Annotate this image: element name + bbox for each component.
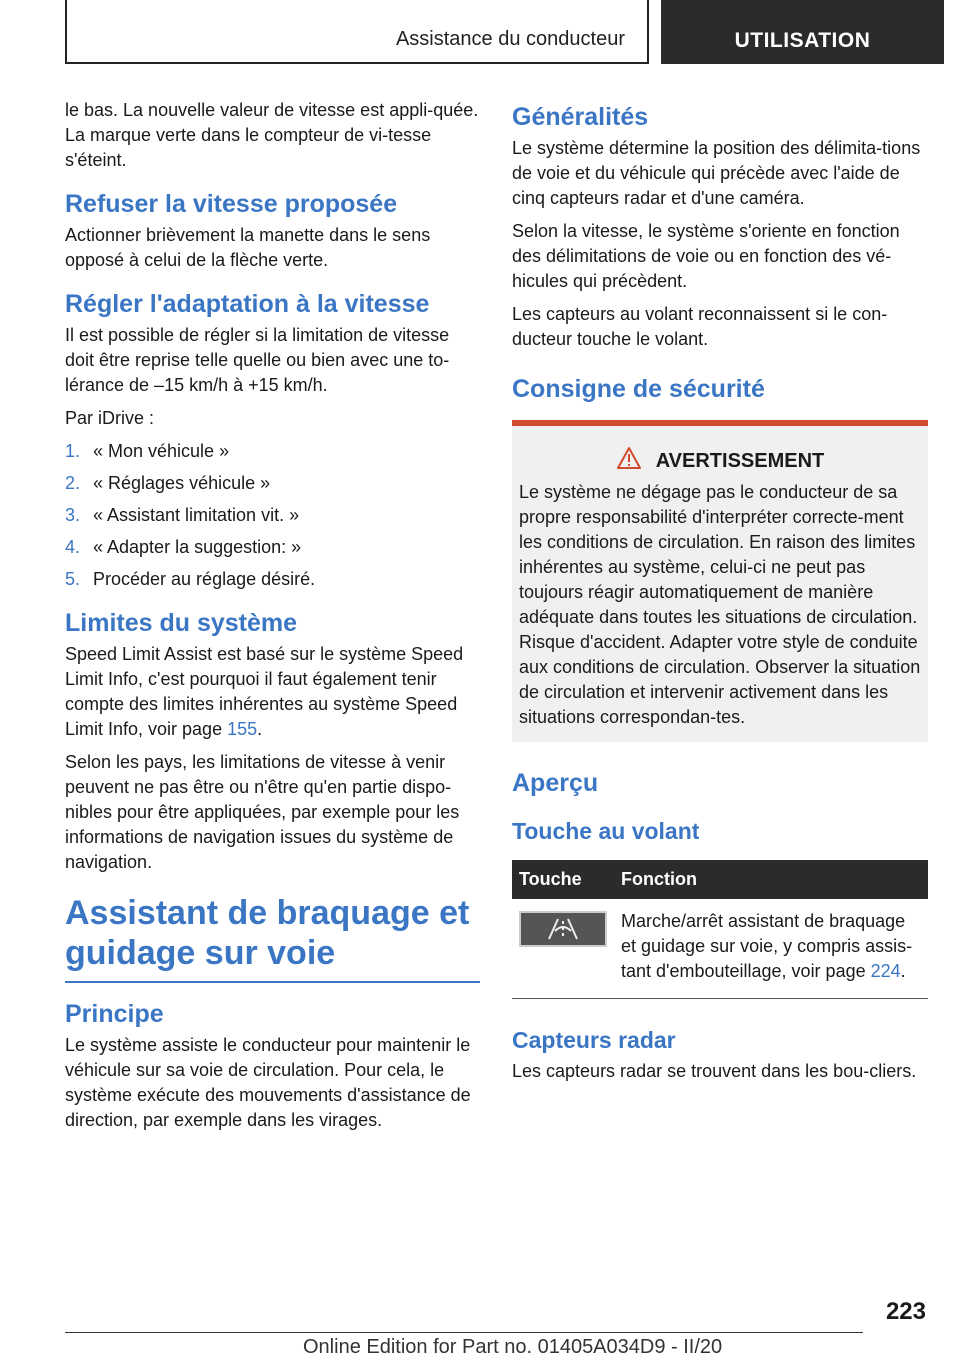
list-item: 5. Procéder au réglage désiré. xyxy=(65,569,316,589)
warning-box xyxy=(512,420,928,742)
capteurs-paragraph: Les capteurs radar se trouvent dans les bou-cliers. xyxy=(512,1061,917,1081)
heading-touche-volant: Touche au volant xyxy=(512,818,700,844)
idrive-steps xyxy=(65,439,480,592)
list-item: 1. « Mon véhicule » xyxy=(65,441,230,461)
footer-edition: Online Edition for Part no. 01405A034D9 - II/20 xyxy=(303,1336,723,1358)
list-item: 3. « Assistant limitation vit. » xyxy=(65,505,300,525)
list-item: 2. « Réglages véhicule » xyxy=(65,473,271,493)
generalites-paragraph-3: Les capteurs au volant reconnaissent si le con-ducteur touche le volant. xyxy=(512,304,888,349)
heading-limites: Limites du système xyxy=(65,609,298,637)
lane-assist-icon xyxy=(519,911,607,947)
heading-consigne: Consigne de sécurité xyxy=(512,375,765,403)
warning-title: AVERTISSEMENT xyxy=(655,449,825,472)
heading-capteurs-radar: Capteurs radar xyxy=(512,1027,676,1053)
principe-paragraph: Le système assiste le conducteur pour maintenir le véhicule sur sa voie de circulation. Pour cela, le système exécute des mouvements d'assistance de direction, par exemple dans les virages. xyxy=(65,1035,471,1130)
regler-paragraph: Il est possible de régler si la limitation de vitesse doit être reprise telle quelle ou bien avec une to-lérance de –15 km/h à +15 km/h. xyxy=(65,325,450,395)
intro-paragraph: le bas. La nouvelle valeur de vitesse est appli-quée. La marque verte dans le compteur de vi-tesse s'éteint. xyxy=(65,100,479,170)
idrive-paragraph: Par iDrive : xyxy=(65,408,155,428)
list-item: 4. « Adapter la suggestion: » xyxy=(65,537,302,557)
heading-apercu: Aperçu xyxy=(512,769,599,797)
warning-triangle-icon xyxy=(616,446,642,476)
left-column xyxy=(65,98,480,1141)
generalites-paragraph-2: Selon la vitesse, le système s'oriente en fonction des délimitations de voie ou en fonction des vé-hicules qui précèdent. xyxy=(512,221,900,291)
warning-text: Le système ne dégage pas le conducteur de sa propre responsabilité d'interpréter correcte-ment les conditions de circulation. En raison des limites inhérentes au système, celui-ci ne peut pas toujours réagir automatiquement de manière adéquate dans toutes les situations de circulation. Risque d'accident. Adapter votre style de conduite aux conditions de circulation. Observer la situation de circulation et intervenir activement dans les situations correspondan-tes. xyxy=(519,482,921,727)
header-tab: UTILISATION xyxy=(661,0,944,64)
footer-divider xyxy=(65,1332,863,1333)
heading-regler: Régler l'adaptation à la vitesse xyxy=(65,290,430,318)
page-number: 223 xyxy=(885,1298,926,1325)
page-link-155[interactable]: 155 xyxy=(227,719,258,739)
header-section-title: Assistance du conducteur xyxy=(395,28,625,50)
heading-assistant-braquage: Assistant de braquage et guidage sur voie xyxy=(65,893,480,983)
table-header-fonction: Fonction xyxy=(614,860,928,899)
warning-title-row xyxy=(519,446,921,476)
table-header-touche: Touche xyxy=(512,860,614,899)
table-cell-fonction: Marche/arrêt assistant de braquage et guidage sur voie, y compris assis-tant d'embouteillage, voir page 224. xyxy=(614,899,928,999)
page-link-224[interactable]: 224 xyxy=(870,961,901,981)
header-section-box xyxy=(65,0,649,64)
heading-principe: Principe xyxy=(65,1000,164,1028)
generalites-paragraph-1: Le système détermine la position des délimita-tions de voie et du véhicule qui précède avec l'aide de cinq capteurs radar et d'une caméra. xyxy=(512,138,921,208)
pays-paragraph: Selon les pays, les limitations de vitesse à venir peuvent ne pas être ou n'être qu'en partie dispo-nibles pour être appliquées, par exemple pour les informations de navigation issues du système de navigation. xyxy=(65,752,460,872)
button-function-table xyxy=(512,860,928,999)
heading-refuser: Refuser la vitesse proposée xyxy=(65,190,398,218)
table-row xyxy=(512,899,928,999)
limites-paragraph: Speed Limit Assist est basé sur le système Speed Limit Info, c'est pourquoi il faut également tenir compte des limites inhérentes au système Speed Limit Info, voir page 155. xyxy=(65,644,464,739)
heading-generalites: Généralités xyxy=(512,103,649,131)
right-column xyxy=(512,98,928,1092)
refuser-paragraph: Actionner brièvement la manette dans le sens opposé à celui de la flèche verte. xyxy=(65,225,431,270)
